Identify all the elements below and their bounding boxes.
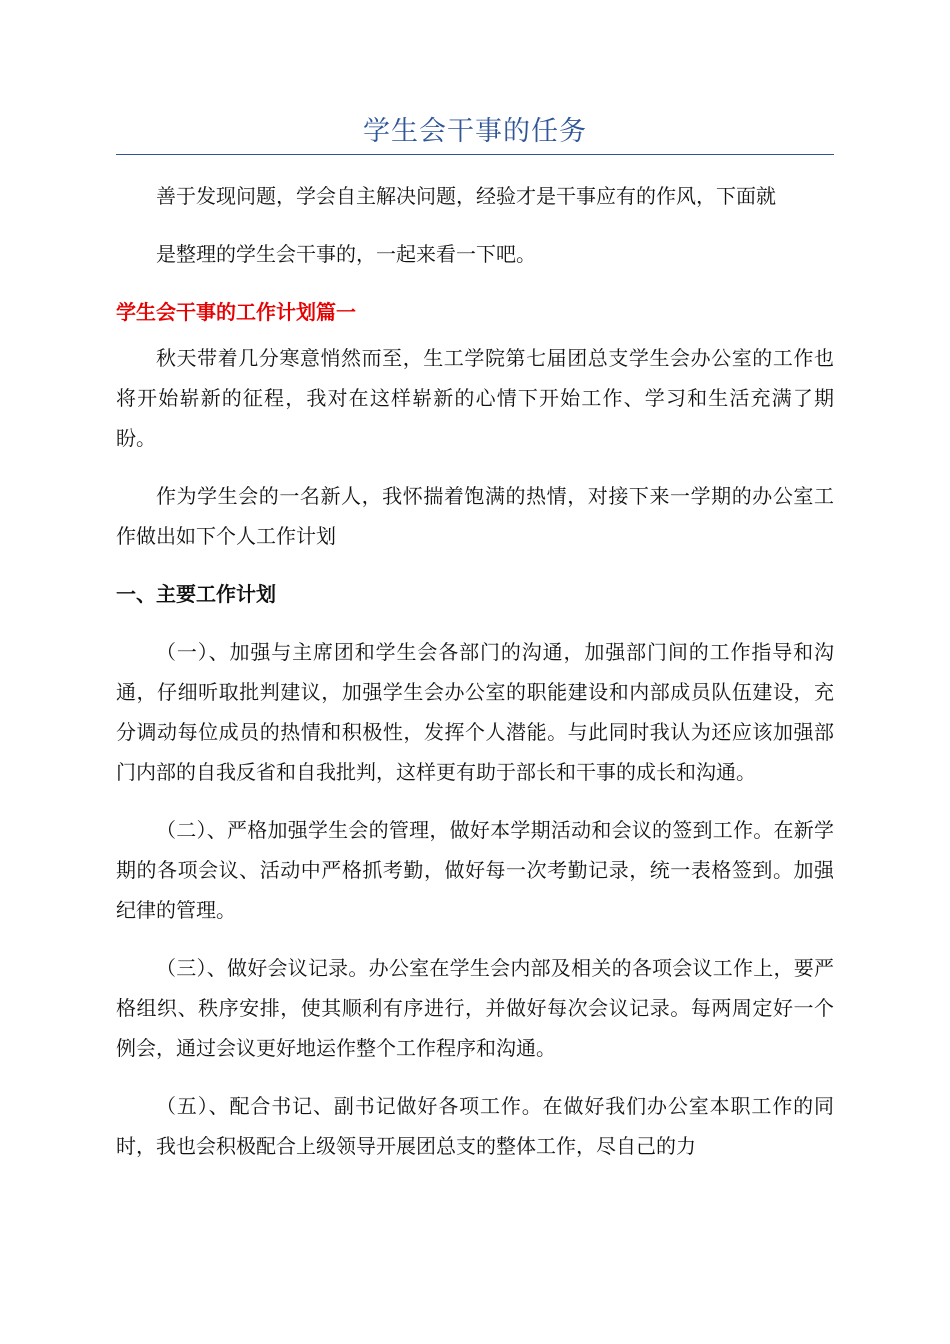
plan-item-1: （一）、加强与主席团和学生会各部门的沟通，加强部门间的工作指导和沟通，仔细听取批判建议，加强学生会办公室的职能建设和内部成员队伍建设，充分调动每位成员的热情和积极性，发挥个人潜能。与此同时我认为还应该加强部门内部的自我反省和自我批判，这样更有助于部长和干事的成长和沟通。 bbox=[116, 640, 834, 784]
document-body bbox=[116, 176, 834, 1184]
paragraph-newcomer: 作为学生会的一名新人，我怀揣着饱满的热情，对接下来一学期的办公室工作做出如下个人工作计划 bbox=[116, 484, 834, 548]
title-underline bbox=[116, 154, 834, 155]
intro-paragraph-2: 是整理的学生会干事的，一起来看一下吧。 bbox=[156, 242, 536, 266]
plan-item-5: （五）、配合书记、副书记做好各项工作。在做好我们办公室本职工作的同时，我也会积极配合上级领导开展团总支的整体工作，尽自己的力 bbox=[116, 1094, 834, 1158]
intro-paragraph-1: 善于发现问题，学会自主解决问题，经验才是干事应有的作风，下面就 bbox=[156, 184, 776, 208]
plan-item-2: （二）、严格加强学生会的管理，做好本学期活动和会议的签到工作。在新学期的各项会议、活动中严格抓考勤，做好每一次考勤记录，统一表格签到。加强纪律的管理。 bbox=[116, 818, 834, 922]
section-heading: 学生会干事的工作计划篇一 bbox=[116, 300, 356, 324]
subheading-main-plan: 一、主要工作计划 bbox=[116, 582, 276, 606]
paragraph-autumn: 秋天带着几分寒意悄然而至，生工学院第七届团总支学生会办公室的工作也将开始崭新的征程，我对在这样崭新的心情下开始工作、学习和生活充满了期盼。 bbox=[116, 346, 834, 450]
document-title: 学生会干事的任务 bbox=[363, 116, 587, 147]
plan-item-3: （三）、做好会议记录。办公室在学生会内部及相关的各项会议工作上，要严格组织、秩序安排，使其顺利有序进行，并做好每次会议记录。每两周定好一个例会，通过会议更好地运作整个工作程序和沟通。 bbox=[116, 956, 834, 1060]
